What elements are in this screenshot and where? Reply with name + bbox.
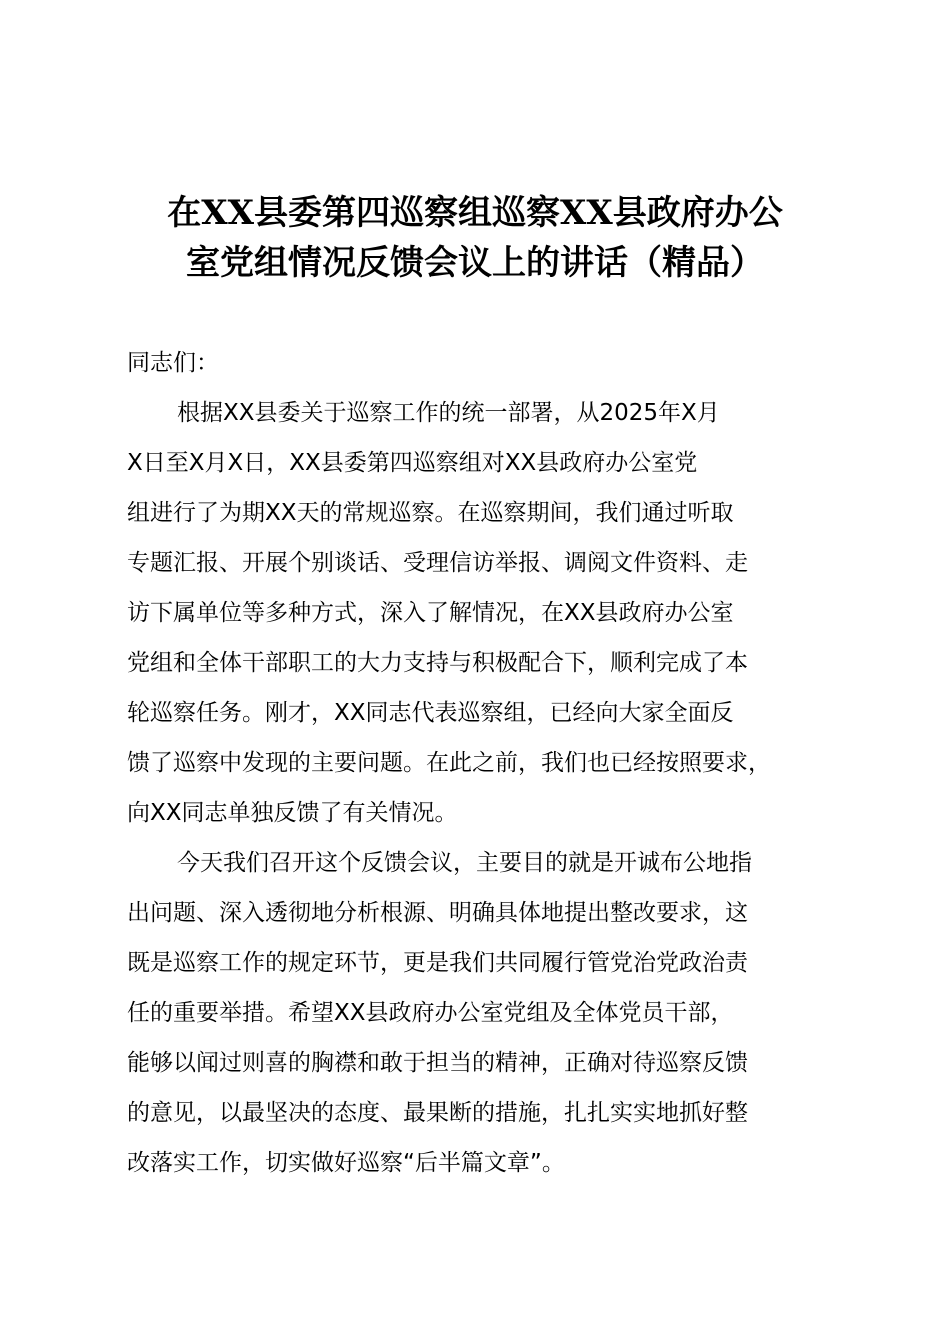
title-line: 在XX县委第四巡察组巡察XX县政府办公 [167, 193, 783, 233]
paragraph-line: 改落实工作，切实做好巡察“后半篇文章”。 [127, 1150, 565, 1176]
paragraph-line: 既是巡察工作的规定环节，更是我们共同履行管党治党政治责 [127, 950, 748, 976]
paragraph-line: 根据XX县委关于巡察工作的统一部署，从2025年X月 [177, 400, 720, 426]
paragraph-line: 今天我们召开这个反馈会议，主要目的就是开诚布公地指 [177, 850, 752, 876]
paragraph-1 [127, 388, 832, 838]
paragraph-line: 馈了巡察中发现的主要问题。在此之前，我们也已经按照要求， [127, 750, 771, 776]
paragraph-line: 组进行了为期XX天的常规巡察。在巡察期间，我们通过听取 [127, 500, 734, 526]
paragraph-line: X日至X月X日，XX县委第四巡察组对XX县政府办公室党 [127, 450, 698, 476]
paragraph-line: 出问题、深入透彻地分析根源、明确具体地提出整改要求，这 [127, 900, 748, 926]
paragraph-line: 任的重要举措。希望XX县政府办公室党组及全体党员干部， [127, 1000, 734, 1026]
document-body [127, 338, 832, 1188]
paragraph-line: 能够以闻过则喜的胸襟和敢于担当的精神，正确对待巡察反馈 [127, 1050, 748, 1076]
paragraph-2 [127, 838, 832, 1188]
paragraph-line: 的意见，以最坚决的态度、最果断的措施，扎扎实实地抓好整 [127, 1100, 748, 1126]
paragraph-line: 专题汇报、开展个别谈话、受理信访举报、调阅文件资料、走 [127, 550, 748, 576]
document-title [100, 188, 850, 288]
paragraph-line: 访下属单位等多种方式，深入了解情况，在XX县政府办公室 [127, 600, 734, 626]
title-line: 室党组情况反馈会议上的讲话（精品） [186, 243, 764, 283]
salutation: 同志们： [127, 350, 219, 376]
paragraph-line: 向XX同志单独反馈了有关情况。 [127, 800, 458, 826]
paragraph-line: 轮巡察任务。刚才，XX同志代表巡察组，已经向大家全面反 [127, 700, 734, 726]
paragraph-line: 党组和全体干部职工的大力支持与积极配合下，顺利完成了本 [127, 650, 748, 676]
